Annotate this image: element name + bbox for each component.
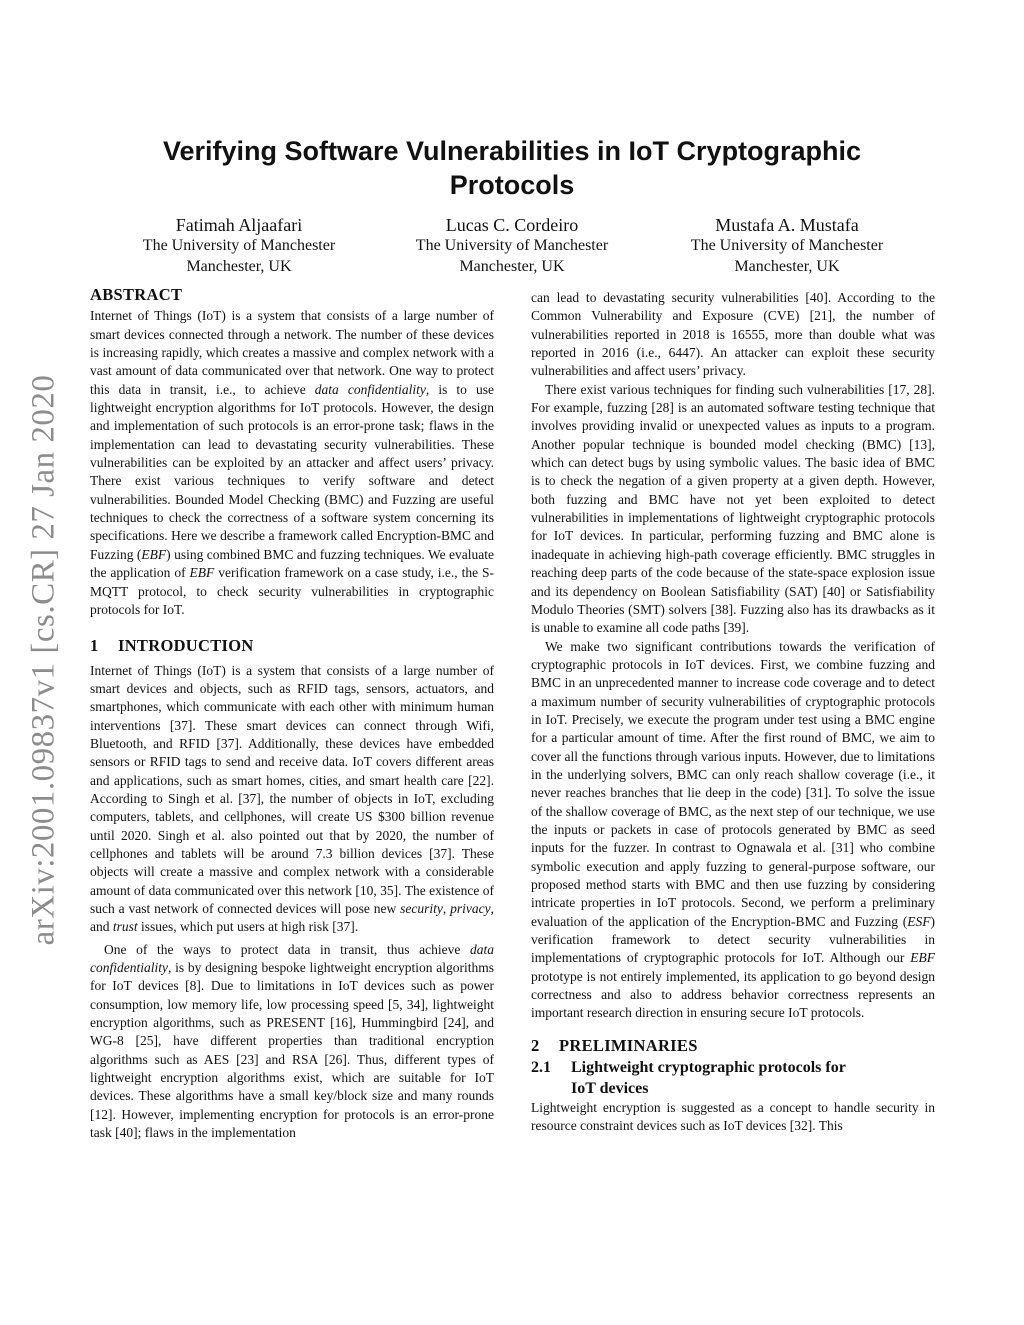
author-name: Lucas C. Cordeiro <box>445 215 579 235</box>
subsection-heading: 2.1 Lightweight cryptographic protocols for IoT devices <box>531 1059 846 1098</box>
author-location: Manchester, UK <box>734 257 840 275</box>
author-affiliation: The University of Manchester <box>142 237 336 254</box>
prelim-paragraph: Lightweight encryption is suggested as a concept to handle security in resource constraint devices such as IoT devices [32]. This <box>531 1100 935 1134</box>
author-block <box>99 214 379 277</box>
paper-title: Verifying Software Vulnerabilities in IoT Cryptographic Protocols <box>162 136 862 200</box>
intro-paragraph: One of the ways to protect data in transit, thus achieve data confidentiality, is by designing bespoke lightweight encryption algorithms for IoT devices [8]. Due to limitations in IoT devices such as power consumption, low memory life, low processing speed [5, 34], lightweight encryption algorithms, such as PRESENT [16], Hummingbird [24], and WG-8 [25], have different properties than traditional encryption algorithms such as AES [23] and RSA [26]. Thus, different types of lightweight encryption algorithms exist, which are suitable for IoT devices. These algorithms have a small key/block size and many rounds [12]. However, implementing encryption for protocols is an error-prone task [40]; flaws in the implementation <box>90 941 494 1141</box>
abstract-heading: ABSTRACT <box>90 285 183 304</box>
author-block <box>647 214 927 277</box>
section-heading-introduction: 1 INTRODUCTION <box>90 636 254 656</box>
intro-paragraph: There exist various techniques for finding such vulnerabilities [17, 28]. For example, fuzzing [28] is an automated software testing technique that involves providing invalid or unexpected values as inputs to a program. Another popular technique is bounded model checking (BMC) [13], which can detect bugs by using symbolic values. The basic idea of BMC is to check the negation of a given property at a given depth. However, both fuzzing and BMC have not yet been exploited to detect vulnerabilities in implementations of lightweight cryptographic protocols for IoT devices. In particular, performing fuzzing and BMC alone is inadequate in achieving high-path coverage efficiently. BMC struggles in reaching deep parts of the code because of the state-space explosion issue and its dependency on Boolean Satisfiability (SAT) [40] or Satisfiability Modulo Theories (SMT) solvers [38]. Fuzzing also has its drawbacks as it is unable to examine all code paths [39]. <box>531 381 935 636</box>
abstract-paragraph: Internet of Things (IoT) is a system that consists of a large number of smart devices connected through a network. The number of these devices is increasing rapidly, which creates a massive and complex network with a vast amount of data communicated over that network. One way to protect this data in transit, i.e., to achieve data confidentiality, is to use lightweight encryption algorithms for IoT protocols. However, the design and implementation of such protocols is an error-prone task; flaws in the implementation can lead to devastating security vulnerabilities. These vulnerabilities can be exploited by an attacker and affect users’ privacy. There exist various techniques to verify software and detect vulnerabilities. Bounded Model Checking (BMC) and Fuzzing are useful techniques to check the correctness of a software system concerning its specifications. Here we describe a framework called Encryption-BMC and Fuzzing (EBF) using combined BMC and fuzzing techniques. We evaluate the application of EBF verification framework on a case study, i.e., the S-MQTT protocol, to check security vulnerabilities in cryptographic protocols for IoT. <box>90 308 495 617</box>
intro-paragraph-continued: can lead to devastating security vulnerabilities [40]. According to the Common Vulnerability and Exposure (CVE) [21], the number of vulnerabilities reported in 2018 is 16555, more than double what was reported in 2016 (i.e., 6447). An attacker can exploit these security vulnerabilities and affect users’ privacy. <box>531 290 935 379</box>
intro-paragraph: We make two significant contributions towards the verification of cryptographic protocols in IoT devices. First, we combine fuzzing and BMC in an unprecedented manner to increase code coverage and to detect a maximum number of security vulnerabilities of cryptographic protocols in IoT. Precisely, we execute the program under test using a BMC engine for a particular amount of time. After the first round of BMC, we aim to cover all the functions through various inputs. However, due to limitations in the underlying solvers, BMC can only reach shallow coverage (i.e., it never reaches branches that lie deep in the code) [31]. To solve the issue of the shallow coverage of BMC, as the next step of our technique, we use the inputs or packets in case of protocols generated by BMC as seed inputs for the fuzzer. In contrast to Ognawala et al. [31] who combine symbolic execution and apply fuzzing to general-purpose software, our proposed method starts with BMC and then use fuzzing by considering intricate properties in IoT protocols. Second, we perform a preliminary evaluation of the application of the Encryption-BMC and Fuzzing (ESF) verification framework to detect security vulnerabilities in implementations of cryptographic protocols for IoT. Although our EBF prototype is not entirely implemented, its application to go beyond design correctness and also to address behavior correctness represents an important research direction in ensuring secure IoT protocols. <box>531 638 935 1021</box>
arxiv-identifier-sidebar <box>22 370 66 950</box>
author-location: Manchester, UK <box>186 257 292 275</box>
author-name: Mustafa A. Mustafa <box>715 215 859 235</box>
author-affiliation: The University of Manchester <box>690 237 884 254</box>
author-location: Manchester, UK <box>459 257 565 275</box>
intro-paragraph: Internet of Things (IoT) is a system that consists of a large number of smart devices and objects, such as RFID tags, sensors, actuators, and smartphones, which communicate with each other with minimum human interventions [37]. These smart devices can connect through Wifi, Bluetooth, and RFID [37]. Additionally, these devices have embedded sensors or RFID tags to send and receive data. IoT covers different areas and applications, such as smart homes, cities, and smart health care [22]. According to Singh et al. [37], the number of objects in IoT, excluding computers, tablets, and cellphones, will create US $300 billion revenue until 2020. Singh et al. also pointed out that by 2020, the number of cellphones and tablets will be around 7.3 billion devices [37]. These objects will create a massive and complex network with a considerable amount of data communicated over this network [10, 35]. The existence of such a vast network of connected devices will pose new security, privacy, and trust issues, which put users at high risk [37]. <box>90 662 494 935</box>
author-affiliation: The University of Manchester <box>415 237 609 254</box>
section-heading-preliminaries: 2 PRELIMINARIES <box>531 1035 698 1055</box>
arxiv-identifier: arXiv:2001.09837v1 [cs.CR] 27 Jan 2020 <box>25 374 62 946</box>
right-column <box>531 289 935 1136</box>
author-name: Fatimah Aljaafari <box>175 215 303 235</box>
left-column <box>90 286 494 1142</box>
author-block <box>372 214 652 277</box>
